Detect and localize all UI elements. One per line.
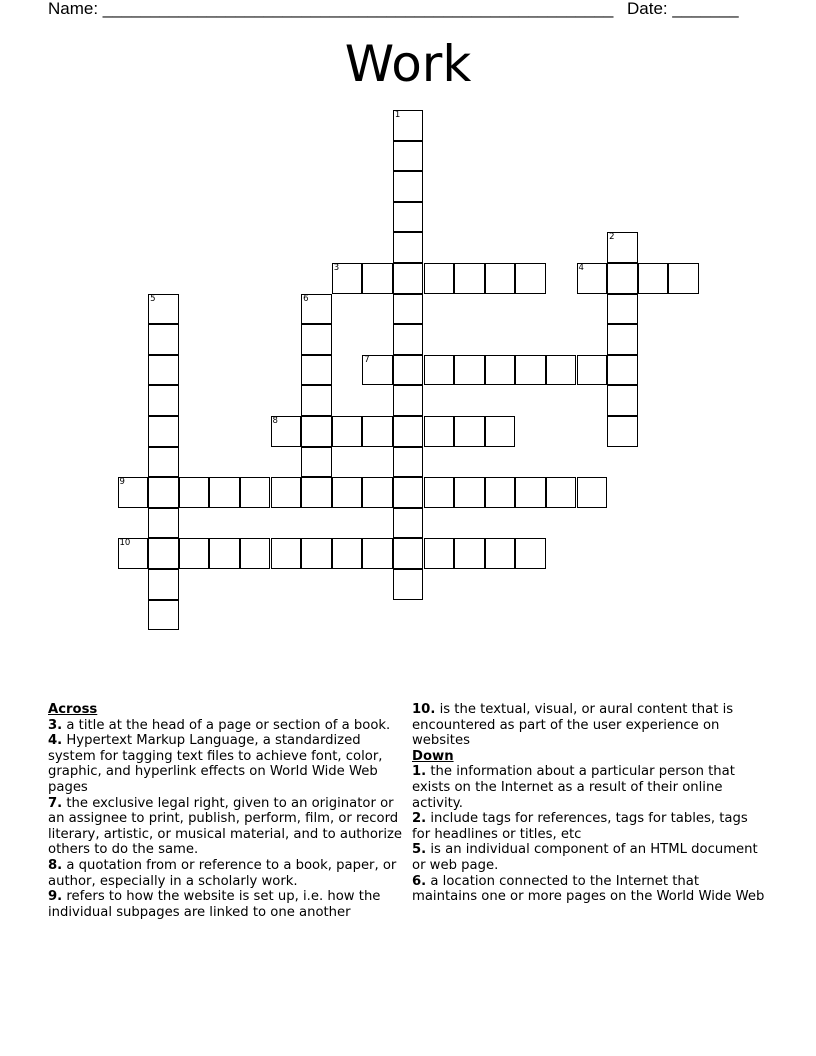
grid-cell[interactable] xyxy=(393,171,424,202)
grid-cell[interactable] xyxy=(271,538,302,569)
grid-cell[interactable] xyxy=(424,538,455,569)
grid-cell[interactable] xyxy=(271,477,302,508)
grid-cell[interactable] xyxy=(393,447,424,478)
grid-cell[interactable] xyxy=(393,416,424,447)
grid-cell[interactable] xyxy=(638,263,669,294)
grid-cell[interactable] xyxy=(118,477,149,508)
grid-cell[interactable] xyxy=(393,538,424,569)
clue-down-5 xyxy=(412,842,768,873)
cell-number: 10 xyxy=(119,538,131,549)
clue-number: 10. xyxy=(412,702,436,717)
grid-cell[interactable] xyxy=(607,355,638,386)
grid-cell[interactable] xyxy=(424,355,455,386)
clue-number: 5. xyxy=(412,842,427,858)
grid-cell[interactable] xyxy=(332,416,363,447)
clue-text: is an individual component of an HTML document or web page. xyxy=(412,842,758,873)
grid-cell[interactable] xyxy=(668,263,699,294)
grid-cell[interactable] xyxy=(148,538,179,569)
grid-cell[interactable] xyxy=(485,416,516,447)
clue-number: 9. xyxy=(48,889,63,905)
clue-across-7 xyxy=(48,796,406,858)
grid-cell[interactable] xyxy=(362,477,393,508)
clue-text: the information about a particular person that exists on the Internet as a result of their online activity. xyxy=(412,764,735,811)
clues-right-column xyxy=(412,702,768,905)
clue-number: 7. xyxy=(48,795,63,811)
cell-number: 2 xyxy=(609,232,615,243)
grid-cell[interactable] xyxy=(240,538,271,569)
grid-cell[interactable] xyxy=(454,416,485,447)
clue-down-2 xyxy=(412,811,768,842)
clue-number: 2. xyxy=(412,811,427,827)
grid-cell[interactable] xyxy=(148,324,179,355)
grid-cell[interactable] xyxy=(546,477,577,508)
clue-number: 1. xyxy=(412,764,427,780)
clue-number: 8. xyxy=(48,857,63,873)
grid-cell[interactable] xyxy=(485,263,516,294)
grid-cell[interactable] xyxy=(393,110,424,141)
grid-cell[interactable] xyxy=(393,355,424,386)
clue-down-1 xyxy=(412,764,768,811)
grid-cell[interactable] xyxy=(332,263,363,294)
grid-cell[interactable] xyxy=(148,385,179,416)
grid-cell[interactable] xyxy=(515,355,546,386)
grid-cell[interactable] xyxy=(546,355,577,386)
grid-cell[interactable] xyxy=(301,294,332,325)
cell-number: 9 xyxy=(119,477,125,488)
grid-cell[interactable] xyxy=(577,263,608,294)
grid-cell[interactable] xyxy=(393,508,424,539)
grid-cell[interactable] xyxy=(607,263,638,294)
grid-cell[interactable] xyxy=(393,477,424,508)
clue-text: a quotation from or reference to a book, paper, or author, especially in a scholarly work. xyxy=(48,857,397,889)
grid-cell[interactable] xyxy=(148,447,179,478)
down-heading: Down xyxy=(412,748,454,764)
grid-cell[interactable] xyxy=(271,416,302,447)
clue-text: a location connected to the Internet that maintains one or more pages on the World Wide Web xyxy=(412,873,765,905)
grid-cell[interactable] xyxy=(607,324,638,355)
grid-cell[interactable] xyxy=(362,416,393,447)
grid-cell[interactable] xyxy=(362,538,393,569)
grid-cell[interactable] xyxy=(148,600,179,631)
date-field-label[interactable]: Date: _______ xyxy=(627,0,739,18)
grid-cell[interactable] xyxy=(424,416,455,447)
grid-cell[interactable] xyxy=(179,477,210,508)
grid-cell[interactable] xyxy=(393,385,424,416)
grid-cell[interactable] xyxy=(362,263,393,294)
grid-cell[interactable] xyxy=(393,569,424,600)
grid-cell[interactable] xyxy=(301,477,332,508)
clue-text: refers to how the website is set up, i.e. how the individual subpages are linked to one another xyxy=(48,889,381,920)
grid-cell[interactable] xyxy=(332,538,363,569)
clue-across-8 xyxy=(48,858,406,889)
grid-cell[interactable] xyxy=(454,477,485,508)
grid-cell[interactable] xyxy=(393,294,424,325)
grid-cell[interactable] xyxy=(577,477,608,508)
grid-cell[interactable] xyxy=(485,477,516,508)
clue-down-6 xyxy=(412,874,768,905)
grid-cell[interactable] xyxy=(332,477,363,508)
grid-cell[interactable] xyxy=(301,416,332,447)
grid-cell[interactable] xyxy=(301,385,332,416)
grid-cell[interactable] xyxy=(607,385,638,416)
clue-across-4 xyxy=(48,733,406,795)
grid-cell[interactable] xyxy=(148,355,179,386)
cell-number: 6 xyxy=(303,293,309,304)
grid-cell[interactable] xyxy=(148,416,179,447)
grid-cell[interactable] xyxy=(148,294,179,325)
grid-cell[interactable] xyxy=(362,355,393,386)
grid-cell[interactable] xyxy=(118,538,149,569)
cell-number: 1 xyxy=(394,110,401,120)
clue-text: Hypertext Markup Language, a standardized system for tagging text files to achieve font, color, graphic, and hyperlink effects on World Wide Web pages xyxy=(48,733,383,795)
grid-cell[interactable] xyxy=(209,477,240,508)
grid-cell[interactable] xyxy=(515,477,546,508)
grid-cell[interactable] xyxy=(424,477,455,508)
grid-cell[interactable] xyxy=(179,538,210,569)
cell-number: 8 xyxy=(272,416,278,426)
cell-number: 4 xyxy=(578,263,584,273)
grid-cell[interactable] xyxy=(301,324,332,355)
name-field-label[interactable]: Name: ______________________________________________________ xyxy=(48,0,614,18)
clue-number: 6. xyxy=(412,873,427,889)
grid-cell[interactable] xyxy=(148,569,179,600)
grid-cell[interactable] xyxy=(301,355,332,386)
grid-cell[interactable] xyxy=(454,538,485,569)
grid-cell[interactable] xyxy=(515,263,546,294)
grid-cell[interactable] xyxy=(393,232,424,263)
grid-cell[interactable] xyxy=(485,355,516,386)
cell-number: 5 xyxy=(150,293,156,304)
grid-cell[interactable] xyxy=(393,324,424,355)
across-heading: Across xyxy=(48,702,98,717)
clue-across-10 xyxy=(412,702,768,749)
page-title: Work xyxy=(344,35,472,93)
grid-cell[interactable] xyxy=(607,232,638,263)
grid-cell[interactable] xyxy=(240,477,271,508)
grid-cell[interactable] xyxy=(454,355,485,386)
clue-text: include tags for references, tags for tables, tags for headlines or titles, etc xyxy=(412,811,748,842)
grid-cell[interactable] xyxy=(485,538,516,569)
grid-cell[interactable] xyxy=(607,294,638,325)
clue-text: a title at the head of a page or section of a book. xyxy=(66,717,391,733)
clue-across-3 xyxy=(48,718,406,734)
cell-number: 7 xyxy=(364,354,370,365)
clues-left-column xyxy=(48,702,406,956)
grid-cell[interactable] xyxy=(301,447,332,478)
grid-cell[interactable] xyxy=(148,477,179,508)
grid-cell[interactable] xyxy=(424,263,455,294)
grid-cell[interactable] xyxy=(393,141,424,172)
clue-number: 3. xyxy=(48,717,63,733)
grid-cell[interactable] xyxy=(393,263,424,294)
cell-number: 3 xyxy=(333,263,340,273)
grid-cell[interactable] xyxy=(148,508,179,539)
grid-cell[interactable] xyxy=(209,538,240,569)
clue-text: the exclusive legal right, given to an originator or an assignee to print, publish, perform, film, or record literary, artistic, or musical material, and to authorize others to do the same. xyxy=(48,795,403,858)
grid-cell[interactable] xyxy=(607,416,638,447)
grid-cell[interactable] xyxy=(515,538,546,569)
grid-cell[interactable] xyxy=(577,355,608,386)
grid-cell[interactable] xyxy=(393,202,424,233)
clue-text: is the textual, visual, or aural content that is encountered as part of the user experience on websites xyxy=(412,702,734,749)
grid-cell[interactable] xyxy=(301,538,332,569)
grid-cell[interactable] xyxy=(454,263,485,294)
clue-number: 4. xyxy=(48,733,63,749)
clue-across-9 xyxy=(48,889,406,920)
